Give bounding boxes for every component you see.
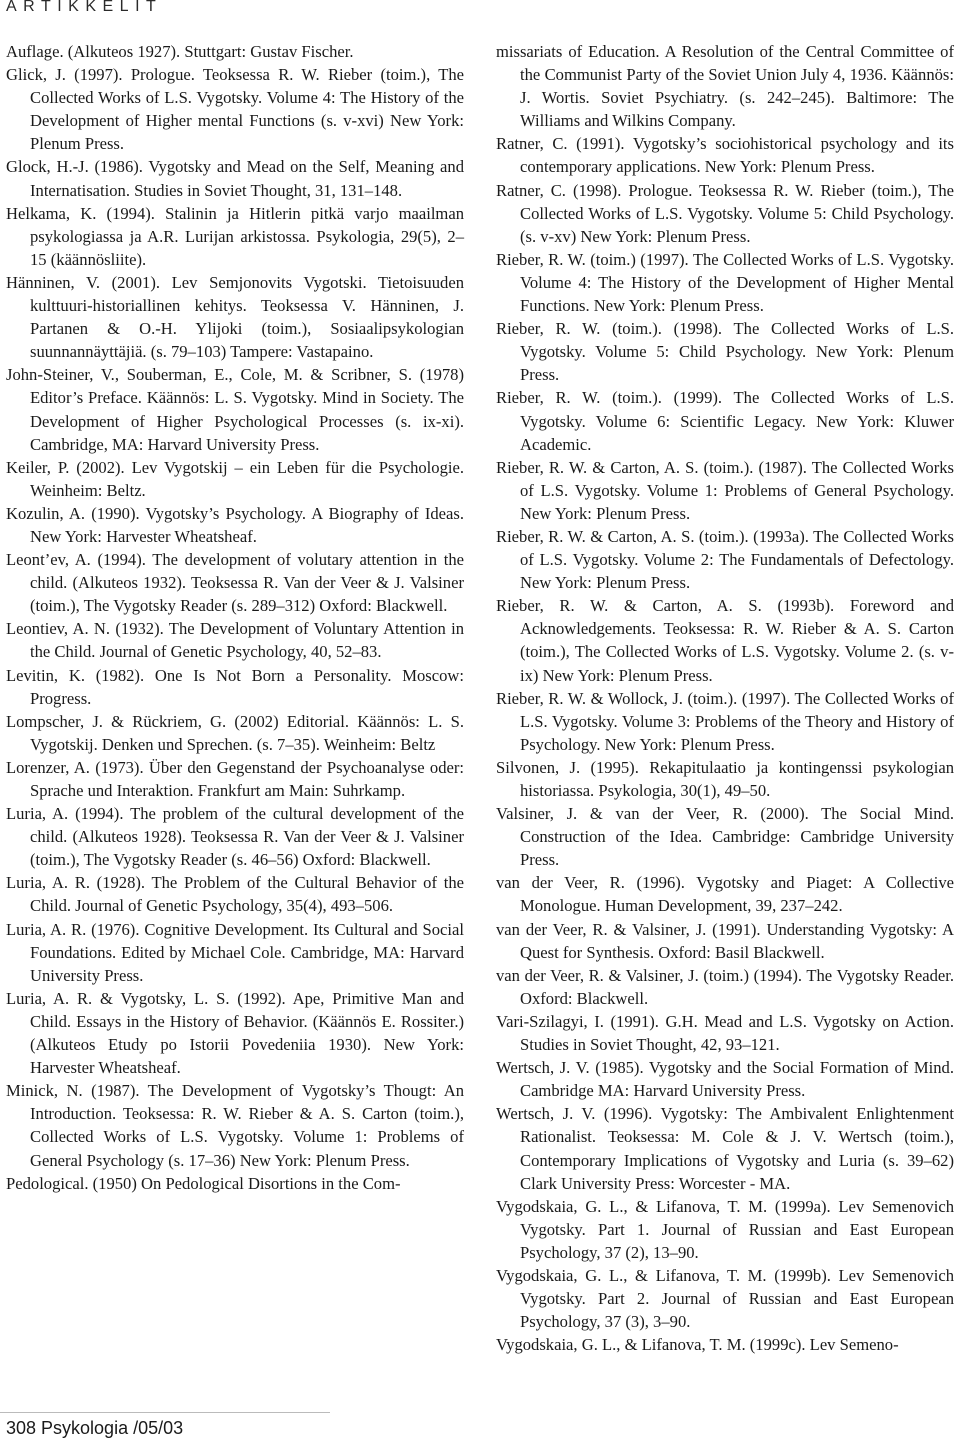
reference-entry: Vygodskaia, G. L., & Lifanova, T. M. (1999c). Lev Semeno- xyxy=(496,1335,899,1355)
reference-entry: Kozulin, A. (1990). Vygotsky’s Psychology. A Biography of Ideas. New York: Harvester Wheatsheaf. xyxy=(6,503,464,546)
reference-entry: Vygodskaia, G. L., & Lifanova, T. M. (1999a). Lev Semenovich Vygotsky. Part 1. Journal of Russian and East European Psychology, 37 (2), 13–90. xyxy=(496,1196,954,1262)
reference-entry: Vari-Szilagyi, I. (1991). G.H. Mead and L.S. Vygotsky on Action. Studies in Soviet Thought, 42, 93–121. xyxy=(496,1011,954,1055)
reference-entry: Ratner, C. (1998). Prologue. Teoksessa R. W. Rieber (toim.), The Collected Works of L.S. Vygotsky. Volume 5: Child Psychology. (s. v-xv) New York: Plenum Press. xyxy=(496,180,954,246)
reference-entry: Rieber, R. W. (toim.). (1998). The Collected Works of L.S. Vygotsky. Volume 5: Child Psychology. New York: Plenum Press. xyxy=(496,319,954,385)
reference-entry: Glick, J. (1997). Prologue. Teoksessa R. W. Rieber (toim.), The Collected Works of L.S. Vygotsky. Volume 4: The History of the Development of Higher mental Functions (s. v-xvi) New York: Plenum Press. xyxy=(6,65,464,154)
reference-entry: Hänninen, V. (2001). Lev Semjonovits Vygotski. Tietoisuuden kulttuuri-historiallinen kehitys. Teoksessa V. Hänninen, J. Partanen & O.-H. Ylijoki (toim.), Sosiaalipsykologian suunnannäyttäjiä. (s. 79–103) Tampere: Vastapaino. xyxy=(6,272,464,362)
section-label: ARTIKKELIT xyxy=(6,0,163,15)
reference-entry: Keiler, P. (2002). Lev Vygotskij – ein Leben für die Psychologie. Weinheim: Beltz. xyxy=(6,457,464,500)
reference-entry: van der Veer, R. & Valsiner, J. (toim.) (1994). The Vygotsky Reader. Oxford: Blackwell. xyxy=(496,965,954,1008)
reference-entry: Rieber, R. W. & Carton, A. S. (toim.). (1987). The Collected Works of L.S. Vygotsky. Volume 1: Problems of General Psychology. New York: Plenum Press. xyxy=(496,457,954,523)
reference-entry: Helkama, K. (1994). Stalinin ja Hitlerin pitkä varjo maailman psykologiassa ja A.R. Lurijan arkistossa. Psykologia, 29(5), 2–15 (käännösliite). xyxy=(6,203,464,269)
reference-entry: Ratner, C. (1991). Vygotsky’s sociohistorical psychology and its contemporary applications. New York: Plenum Press. xyxy=(496,134,954,177)
reference-entry: Levitin, K. (1982). One Is Not Born a Personality. Moscow: Progress. xyxy=(6,665,464,708)
reference-entry: Lorenzer, A. (1973). Über den Gegenstand der Psychoanalyse oder: Sprache und Interaktion. Frankfurt am Main: Suhrkamp. xyxy=(6,757,464,800)
reference-entry: Leont’ev, A. (1994). The development of volutary attention in the child. (Alkuteos 1932). Teoksessa R. Van der Veer & J. Valsiner (toim.), The Vygotsky Reader (s. 289–312) Oxford: Blackwell. xyxy=(6,550,464,616)
footer-divider xyxy=(0,1412,330,1413)
reference-entry: Valsiner, J. & van der Veer, R. (2000). The Social Mind. Construction of the Idea. Cambridge: Cambridge University Press. xyxy=(496,804,954,870)
reference-entry: Rieber, R. W. & Wollock, J. (toim.). (1997). The Collected Works of L.S. Vygotsky. Volume 3: Problems of the Theory and History of Psychology. New York: Plenum Press. xyxy=(496,688,954,754)
reference-entry: Vygodskaia, G. L., & Lifanova, T. M. (1999b). Lev Semenovich Vygotsky. Part 2. Journal of Russian and East European Psychology, 37 (3), 3–90. xyxy=(496,1265,954,1332)
reference-entry: Leontiev, A. N. (1932). The Development of Voluntary Attention in the Child. Journal of Genetic Psychology, 40, 52–83. xyxy=(6,619,464,662)
reference-entry: Luria, A. R. & Vygotsky, L. S. (1992). Ape, Primitive Man and Child. Essays in the History of Behavior. (Käännös E. Rossiter.) (Alkuteos Etudy po Istorii Povedeniia 1930). New York: Harvester Wheatsheaf. xyxy=(6,988,464,1078)
reference-entry: Rieber, R. W. (toim.). (1999). The Collected Works of L.S. Vygotsky. Volume 6: Scientific Legacy. New York: Kluwer Academic. xyxy=(496,388,954,454)
reference-entry: Wertsch, J. V. (1985). Vygotsky and the Social Formation of Mind. Cambridge MA: Harvard University Press. xyxy=(496,1058,954,1101)
page-footer: 308 Psykologia /05/03 xyxy=(6,1418,184,1438)
references-right-column xyxy=(496,40,954,1356)
reference-entry: Luria, A. R. (1928). The Problem of the Cultural Behavior of the Child. Journal of Genetic Psychology, 35(4), 493–506. xyxy=(6,873,464,916)
reference-entry: John-Steiner, V., Souberman, E., Cole, M. & Scribner, S. (1978) Editor’s Preface. Käännös: L. S. Vygotsky. Mind in Society. The Development of Higher Psychological Processes (s. ix-xi). Cambridge, MA: Harvard University Press. xyxy=(6,365,464,454)
reference-entry: Lompscher, J. & Rückriem, G. (2002) Editorial. Käännös: L. S. Vygotskij. Denken und Sprechen. (s. 7–35). Weinheim: Beltz xyxy=(6,711,464,754)
reference-entry: Silvonen, J. (1995). Rekapitulaatio ja kontingenssi psykologian historiassa. Psykologia, 30(1), 49–50. xyxy=(496,757,954,800)
reference-entry: Luria, A. R. (1976). Cognitive Development. Its Cultural and Social Foundations. Edited by Michael Cole. Cambridge, MA: Harvard University Press. xyxy=(6,919,464,985)
reference-entry: missariats of Education. A Resolution of the Central Committee of the Communist Party of the Soviet Union July 4, 1936. Käännös: J. Wortis. Soviet Psychiatry. (s. 242–245). Baltimore: The Williams and Wilkins Company. xyxy=(496,42,954,131)
reference-entry: Pedological. (1950) On Pedological Disortions in the Com- xyxy=(6,1173,401,1193)
reference-entry: van der Veer, R. (1996). Vygotsky and Piaget: A Collective Monologue. Human Development, 39, 237–242. xyxy=(496,873,954,916)
reference-entry: Rieber, R. W. & Carton, A. S. (1993b). Foreword and Acknowledgements. Teoksessa: R. W. Rieber & A. S. Carton (toim.), The Collected Works of L.S. Vygotsky. Volume 2. (s. v-ix) New York: Plenum Press. xyxy=(496,596,954,685)
reference-entry: Glock, H.-J. (1986). Vygotsky and Mead on the Self, Meaning and Internatisation. Studies in Soviet Thought, 31, 131–148. xyxy=(6,157,464,200)
reference-entry: Minick, N. (1987). The Development of Vygotsky’s Thougt: An Introduction. Teoksessa: R. W. Rieber & A. S. Carton (toim.), Collected Works of L.S. Vygotsky. Volume 1: Problems of General Psychology (s. 17–36) New York: Plenum Press. xyxy=(6,1081,464,1170)
reference-entry: Rieber, R. W. & Carton, A. S. (toim.). (1993a). The Collected Works of L.S. Vygotsky. Volume 2: The Fundamentals of Defectology. New York: Plenum Press. xyxy=(496,526,954,593)
reference-entry: Luria, A. (1994). The problem of the cultural development of the child. (Alkuteos 1928). Teoksessa R. Van der Veer & J. Valsiner (toim.), The Vygotsky Reader (s. 46–56) Oxford: Blackwell. xyxy=(6,804,464,870)
reference-entry: Auflage. (Alkuteos 1927). Stuttgart: Gustav Fischer. xyxy=(6,42,354,61)
references-left-column xyxy=(6,40,464,1195)
reference-entry: van der Veer, R. & Valsiner, J. (1991). Understanding Vygotsky: A Quest for Synthesis. Oxford: Basil Blackwell. xyxy=(496,919,954,962)
reference-entry: Wertsch, J. V. (1996). Vygotsky: The Ambivalent Enlightenment Rationalist. Teoksessa: M. Cole & J. V. Wertsch (toim.), Contemporary Implications of Vygotsky and Luria (s. 39–62) Clark University Press: Worcester - MA. xyxy=(496,1104,954,1193)
reference-entry: Rieber, R. W. (toim.) (1997). The Collected Works of L.S. Vygotsky. Volume 4: The History of the Development of Higher Mental Functions. New York: Plenum Press. xyxy=(496,249,954,316)
